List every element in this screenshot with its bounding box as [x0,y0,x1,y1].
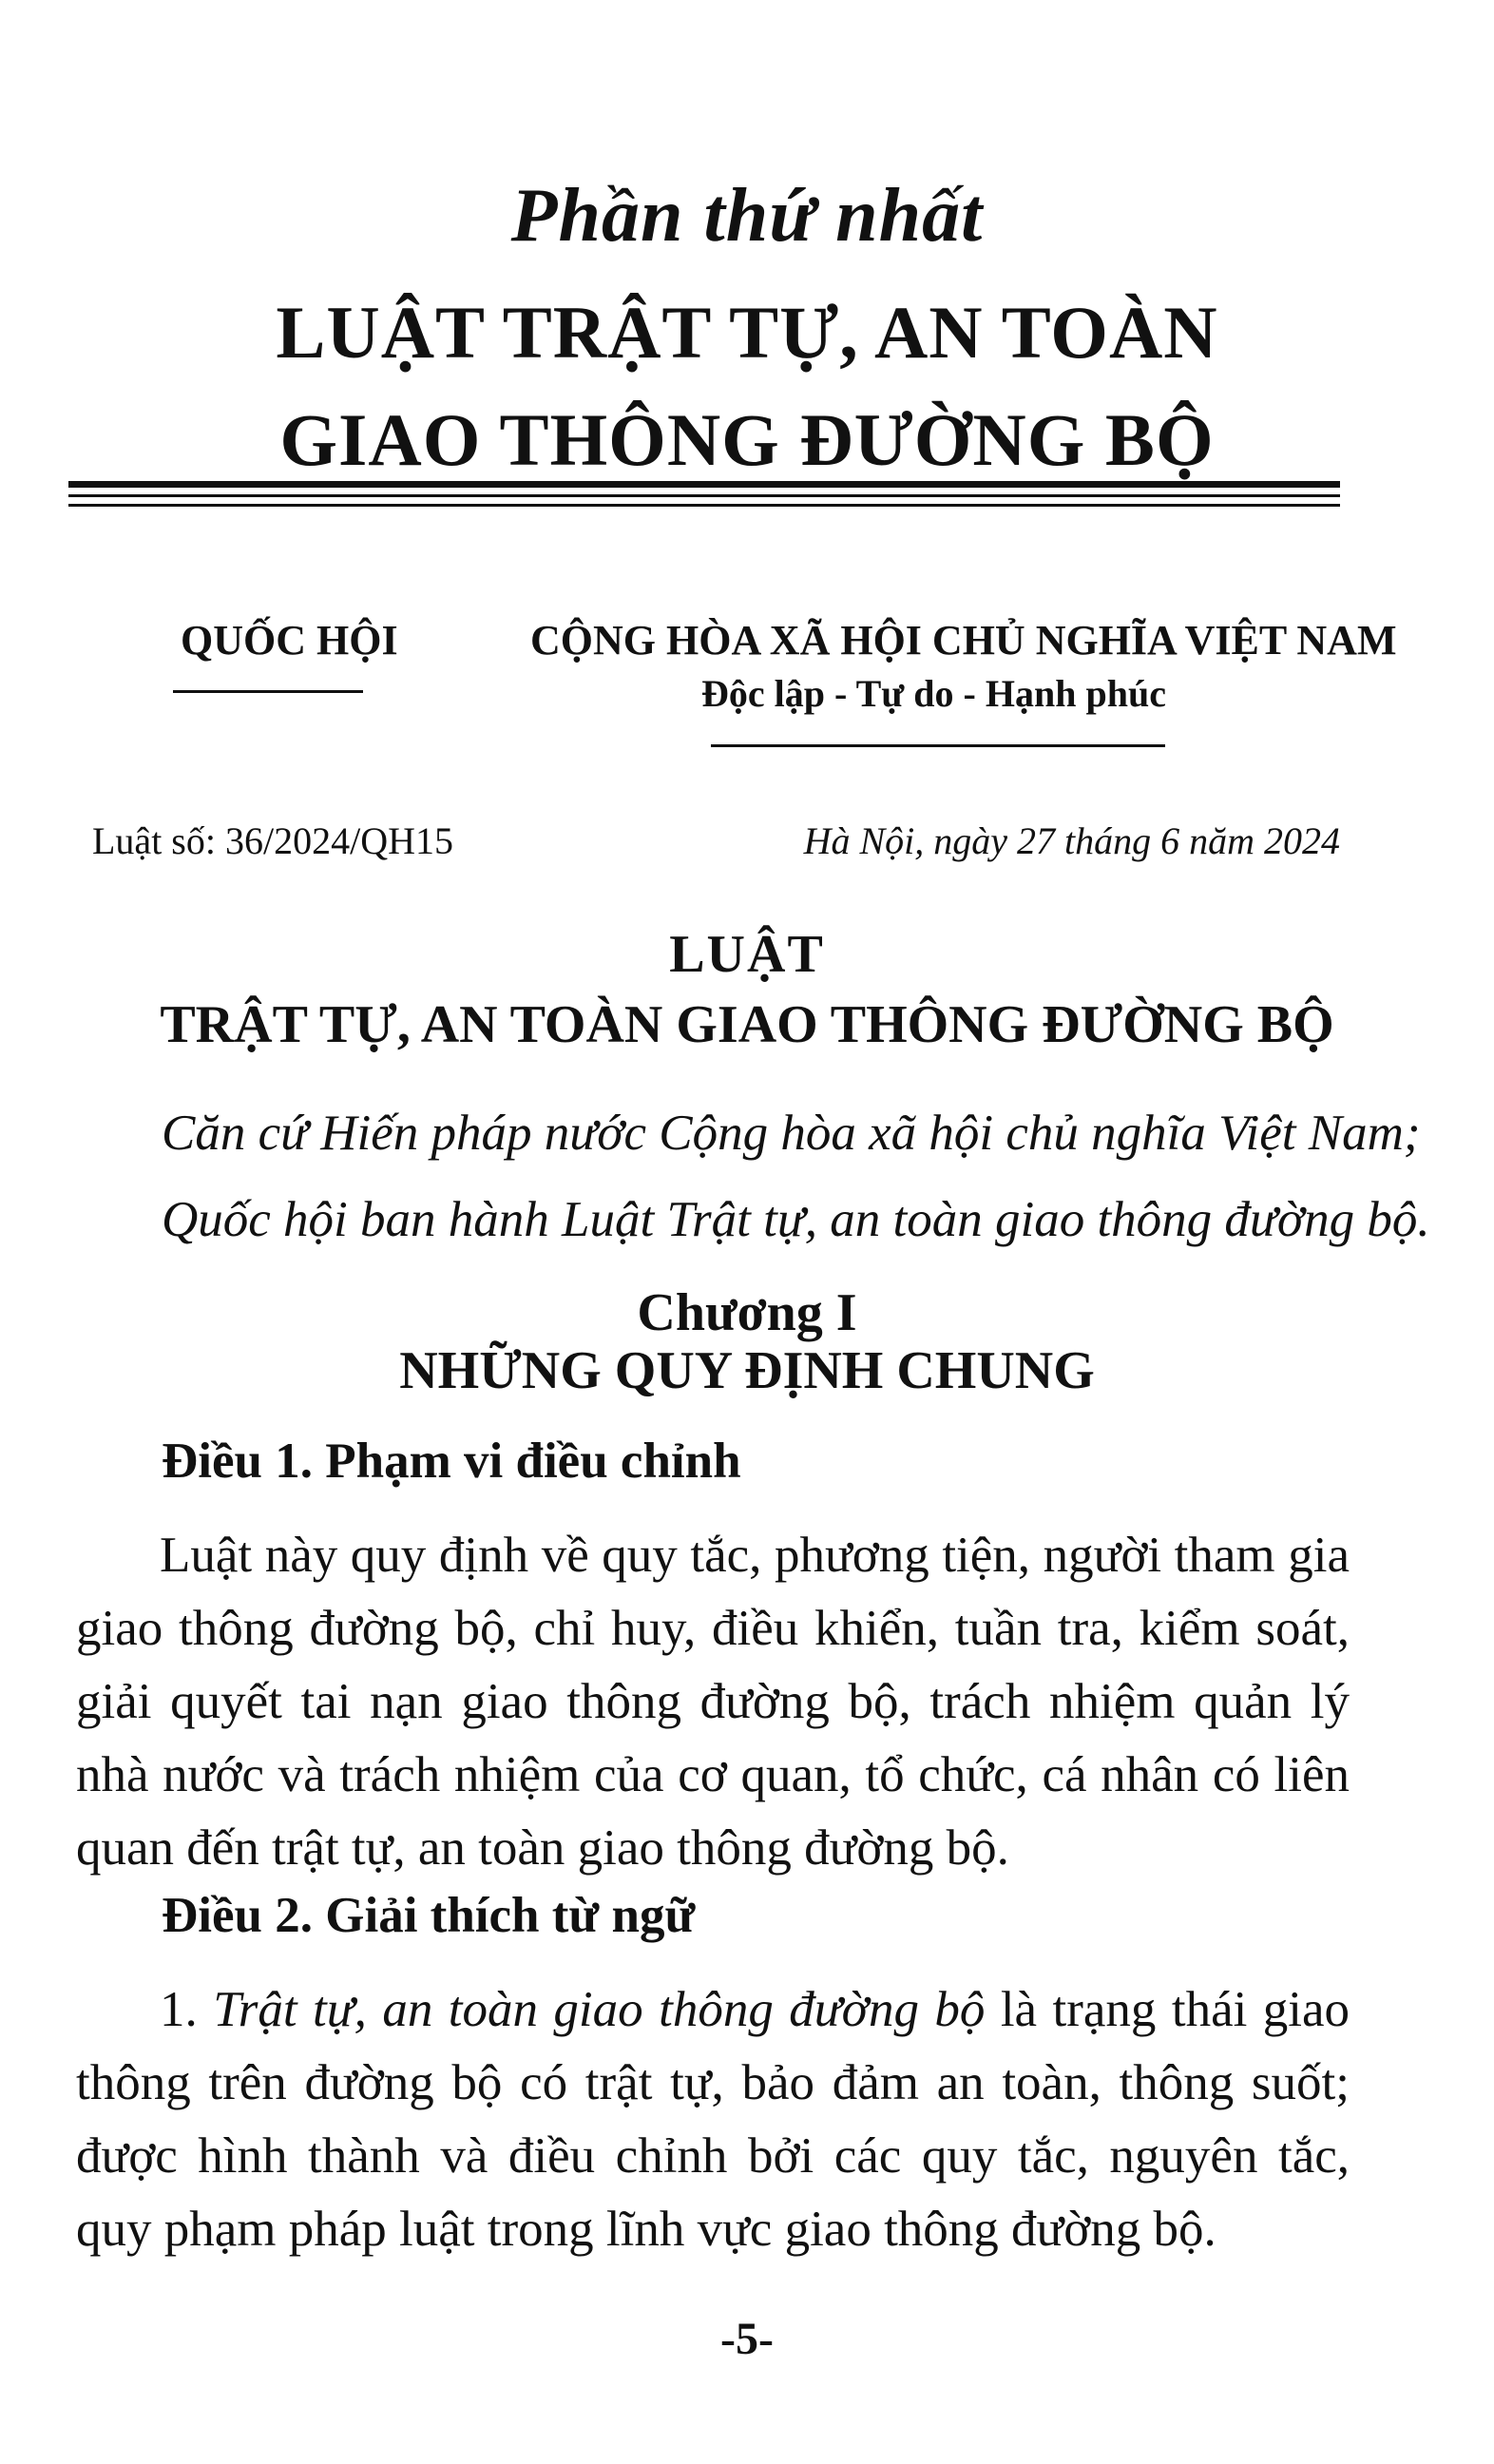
national-title: CỘNG HÒA XÃ HỘI CHỦ NGHĨA VIỆT NAM [530,617,1397,664]
national-motto-underline [711,744,1165,747]
article-2-clause-1 [76,1973,1350,2266]
issuing-body-underline [173,690,363,693]
place-and-date: Hà Nội, ngày 27 tháng 6 năm 2024 [803,819,1340,862]
title-divider-thick [68,481,1340,488]
page-number: -5- [720,2314,774,2364]
article-2-title: Điều 2. Giải thích từ ngữ [162,1888,696,1943]
title-divider-thin-1 [68,494,1340,497]
article-1-text: Luật này quy định về quy tắc, phương tiện, người tham gia giao thông đường bộ, chỉ huy, điều khiển, tuần tra, kiểm soát, giải quyết tai nạn giao thông đường bộ, trách nhiệm quản lý nhà nước và trách nhiệm của cơ quan, tổ chức, cá nhân có liên quan đến trật tự, an toàn giao thông đường bộ. [76,1528,1350,1876]
chapter-number: Chương I [637,1283,857,1342]
chapter-name: NHỮNG QUY ĐỊNH CHUNG [399,1341,1095,1400]
law-title-line-1: LUẬT TRẬT TỰ, AN TOÀN [276,291,1218,374]
defined-term: Trật tự, an toàn giao thông đường bộ [213,1982,986,2037]
part-title: Phần thứ nhất [510,174,984,258]
law-title-line-2: GIAO THÔNG ĐƯỜNG BỘ [279,398,1215,481]
national-motto: Độc lập - Tự do - Hạnh phúc [701,672,1166,715]
article-1-body [76,1519,1350,1885]
title-divider-thin-2 [68,504,1340,507]
issuing-body: QUỐC HỘI [181,617,398,664]
preamble-line-2: Quốc hội ban hành Luật Trật tự, an toàn giao thông đường bộ. [162,1192,1430,1247]
clause-text: là trạng thái giao thông trên đường bộ có trật tự, bảo đảm an toàn, thông suốt; được hình thành và điều chỉnh bởi các quy tắc, nguyên tắc, quy phạm pháp luật trong lĩnh vực giao thông đường bộ. [76,1982,1350,2257]
law-name: TRẬT TỰ, AN TOÀN GIAO THÔNG ĐƯỜNG BỘ [160,995,1334,1054]
law-number: Luật số: 36/2024/QH15 [92,819,453,862]
clause-number: 1. [160,1982,198,2037]
preamble-line-1: Căn cứ Hiến pháp nước Cộng hòa xã hội chủ nghĩa Việt Nam; [162,1106,1421,1161]
article-1-title: Điều 1. Phạm vi điều chỉnh [162,1434,741,1489]
document-type: LUẬT [669,925,825,984]
